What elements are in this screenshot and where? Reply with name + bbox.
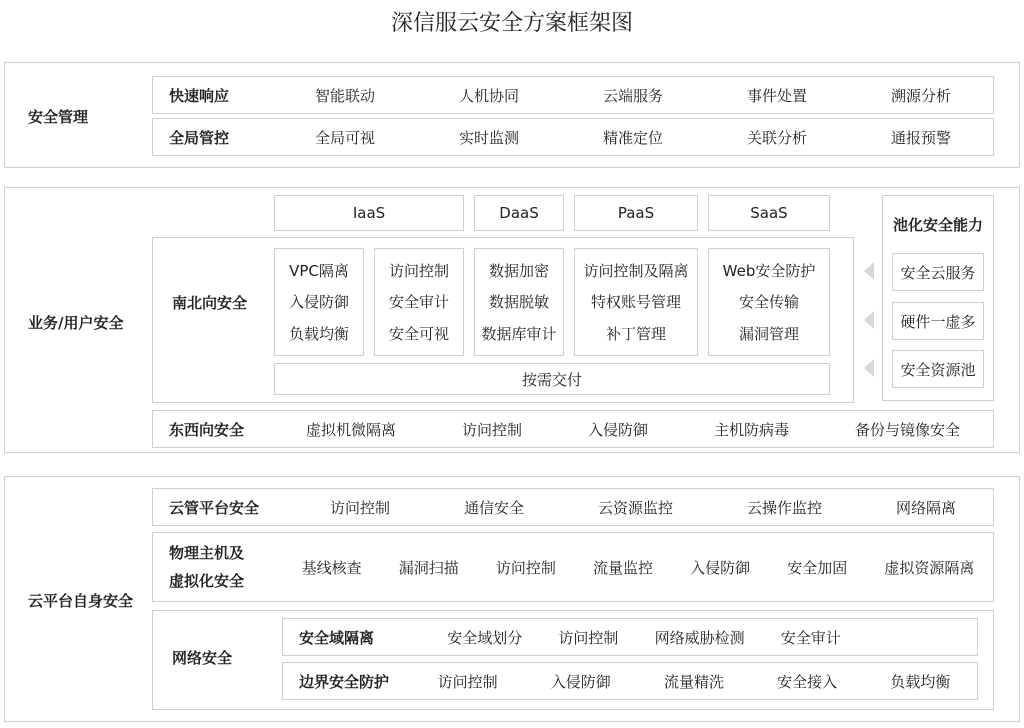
on-demand-delivery: 按需交付 <box>274 363 830 395</box>
row-east-west-security <box>152 410 994 448</box>
item: Web安全防护 <box>722 262 816 281</box>
item: 通信安全 <box>463 498 524 517</box>
item: 入侵防御 <box>550 672 611 691</box>
arrow-left-icon <box>864 359 874 377</box>
item: 溯源分析 <box>890 86 951 105</box>
item: 访问控制 <box>461 420 522 439</box>
network-security-label: 网络安全 <box>172 649 233 667</box>
item: 数据库审计 <box>481 324 557 343</box>
row-label: 边界安全防护 <box>299 672 390 691</box>
item: 访问控制 <box>388 262 449 281</box>
item: 安全传输 <box>738 293 799 312</box>
pool-item-security-resource-pool: 安全资源池 <box>892 350 984 388</box>
ns-column-5 <box>708 248 830 356</box>
layer-iaas: IaaS <box>274 195 464 231</box>
item: 事件处置 <box>746 86 807 105</box>
row-border-security-protection <box>282 662 978 700</box>
item: 访问控制 <box>329 498 390 517</box>
row-label: 东西向安全 <box>169 420 245 439</box>
section-label-security-management: 安全管理 <box>28 108 89 126</box>
ns-column-1 <box>274 248 364 356</box>
row-global-control <box>152 118 994 156</box>
row-label: 云管平台安全 <box>169 498 260 517</box>
item: 漏洞扫描 <box>398 558 459 577</box>
item: 访问控制 <box>495 558 556 577</box>
item: 云端服务 <box>602 86 663 105</box>
row-security-domain-isolation <box>282 618 978 656</box>
item: 负载均衡 <box>288 324 349 343</box>
item: 网络隔离 <box>895 498 956 517</box>
section-label-business-user-security: 业务/用户安全 <box>28 314 124 332</box>
row-cloud-mgmt-platform-security <box>152 488 994 526</box>
item: 入侵防御 <box>587 420 648 439</box>
item: 负载均衡 <box>890 672 951 691</box>
item: 安全接入 <box>777 672 838 691</box>
item: 云资源监控 <box>597 498 673 517</box>
item: 访问控制及隔离 <box>583 262 689 281</box>
row-label: 全局管控 <box>169 128 230 147</box>
item: 安全审计 <box>780 628 841 647</box>
item: 访问控制 <box>437 672 498 691</box>
item: 精准定位 <box>602 128 663 147</box>
section-label-cloud-platform-security: 云平台自身安全 <box>28 592 134 610</box>
pool-item-hardware-virtualization: 硬件一虚多 <box>892 302 984 340</box>
item: 入侵防御 <box>288 293 349 312</box>
row-label-line: 物理主机及 <box>169 544 245 562</box>
item: 全局可视 <box>314 128 375 147</box>
pooled-security-title: 池化安全能力 <box>892 216 983 234</box>
item: 智能联动 <box>314 86 375 105</box>
item: 虚拟机微隔离 <box>305 420 396 439</box>
item: 访问控制 <box>558 628 619 647</box>
item: 人机协同 <box>458 86 519 105</box>
arrow-left-icon <box>864 262 874 280</box>
item: 虚拟资源隔离 <box>884 558 975 577</box>
item: 流量监控 <box>592 558 653 577</box>
arrow-left-icon <box>864 311 874 329</box>
ns-column-2 <box>374 248 464 356</box>
layer-saas: SaaS <box>708 195 830 231</box>
row-physical-virtualization-security <box>152 532 994 602</box>
row-label-line: 虚拟化安全 <box>169 572 245 590</box>
row-fast-response <box>152 76 994 114</box>
item: 数据脱敏 <box>488 293 549 312</box>
item: 基线核查 <box>301 558 362 577</box>
diagram-title: 深信服云安全方案框架图 <box>390 11 633 36</box>
item: 安全可视 <box>388 324 449 343</box>
item: 实时监测 <box>458 128 519 147</box>
pool-item-security-cloud-service: 安全云服务 <box>892 253 984 291</box>
item: 漏洞管理 <box>738 324 799 343</box>
ns-column-3 <box>474 248 564 356</box>
item: VPC隔离 <box>289 262 349 281</box>
item: 数据加密 <box>488 262 549 281</box>
item: 入侵防御 <box>690 558 751 577</box>
layer-daas: DaaS <box>474 195 564 231</box>
item: 网络威胁检测 <box>654 628 745 647</box>
item: 通报预警 <box>890 128 951 147</box>
item: 主机防病毒 <box>713 420 789 439</box>
item: 补丁管理 <box>605 324 666 343</box>
north-south-label: 南北向安全 <box>172 294 248 312</box>
layer-paas: PaaS <box>574 195 698 231</box>
item: 安全域划分 <box>447 628 523 647</box>
item: 关联分析 <box>746 128 807 147</box>
item: 特权账号管理 <box>590 293 681 312</box>
item: 云操作监控 <box>746 498 822 517</box>
row-label: 安全域隔离 <box>299 628 375 647</box>
row-label: 快速响应 <box>169 86 230 105</box>
item: 安全加固 <box>787 558 848 577</box>
item: 备份与镜像安全 <box>854 420 960 439</box>
ns-column-4 <box>574 248 698 356</box>
item: 安全审计 <box>388 293 449 312</box>
item: 流量精洗 <box>663 672 724 691</box>
